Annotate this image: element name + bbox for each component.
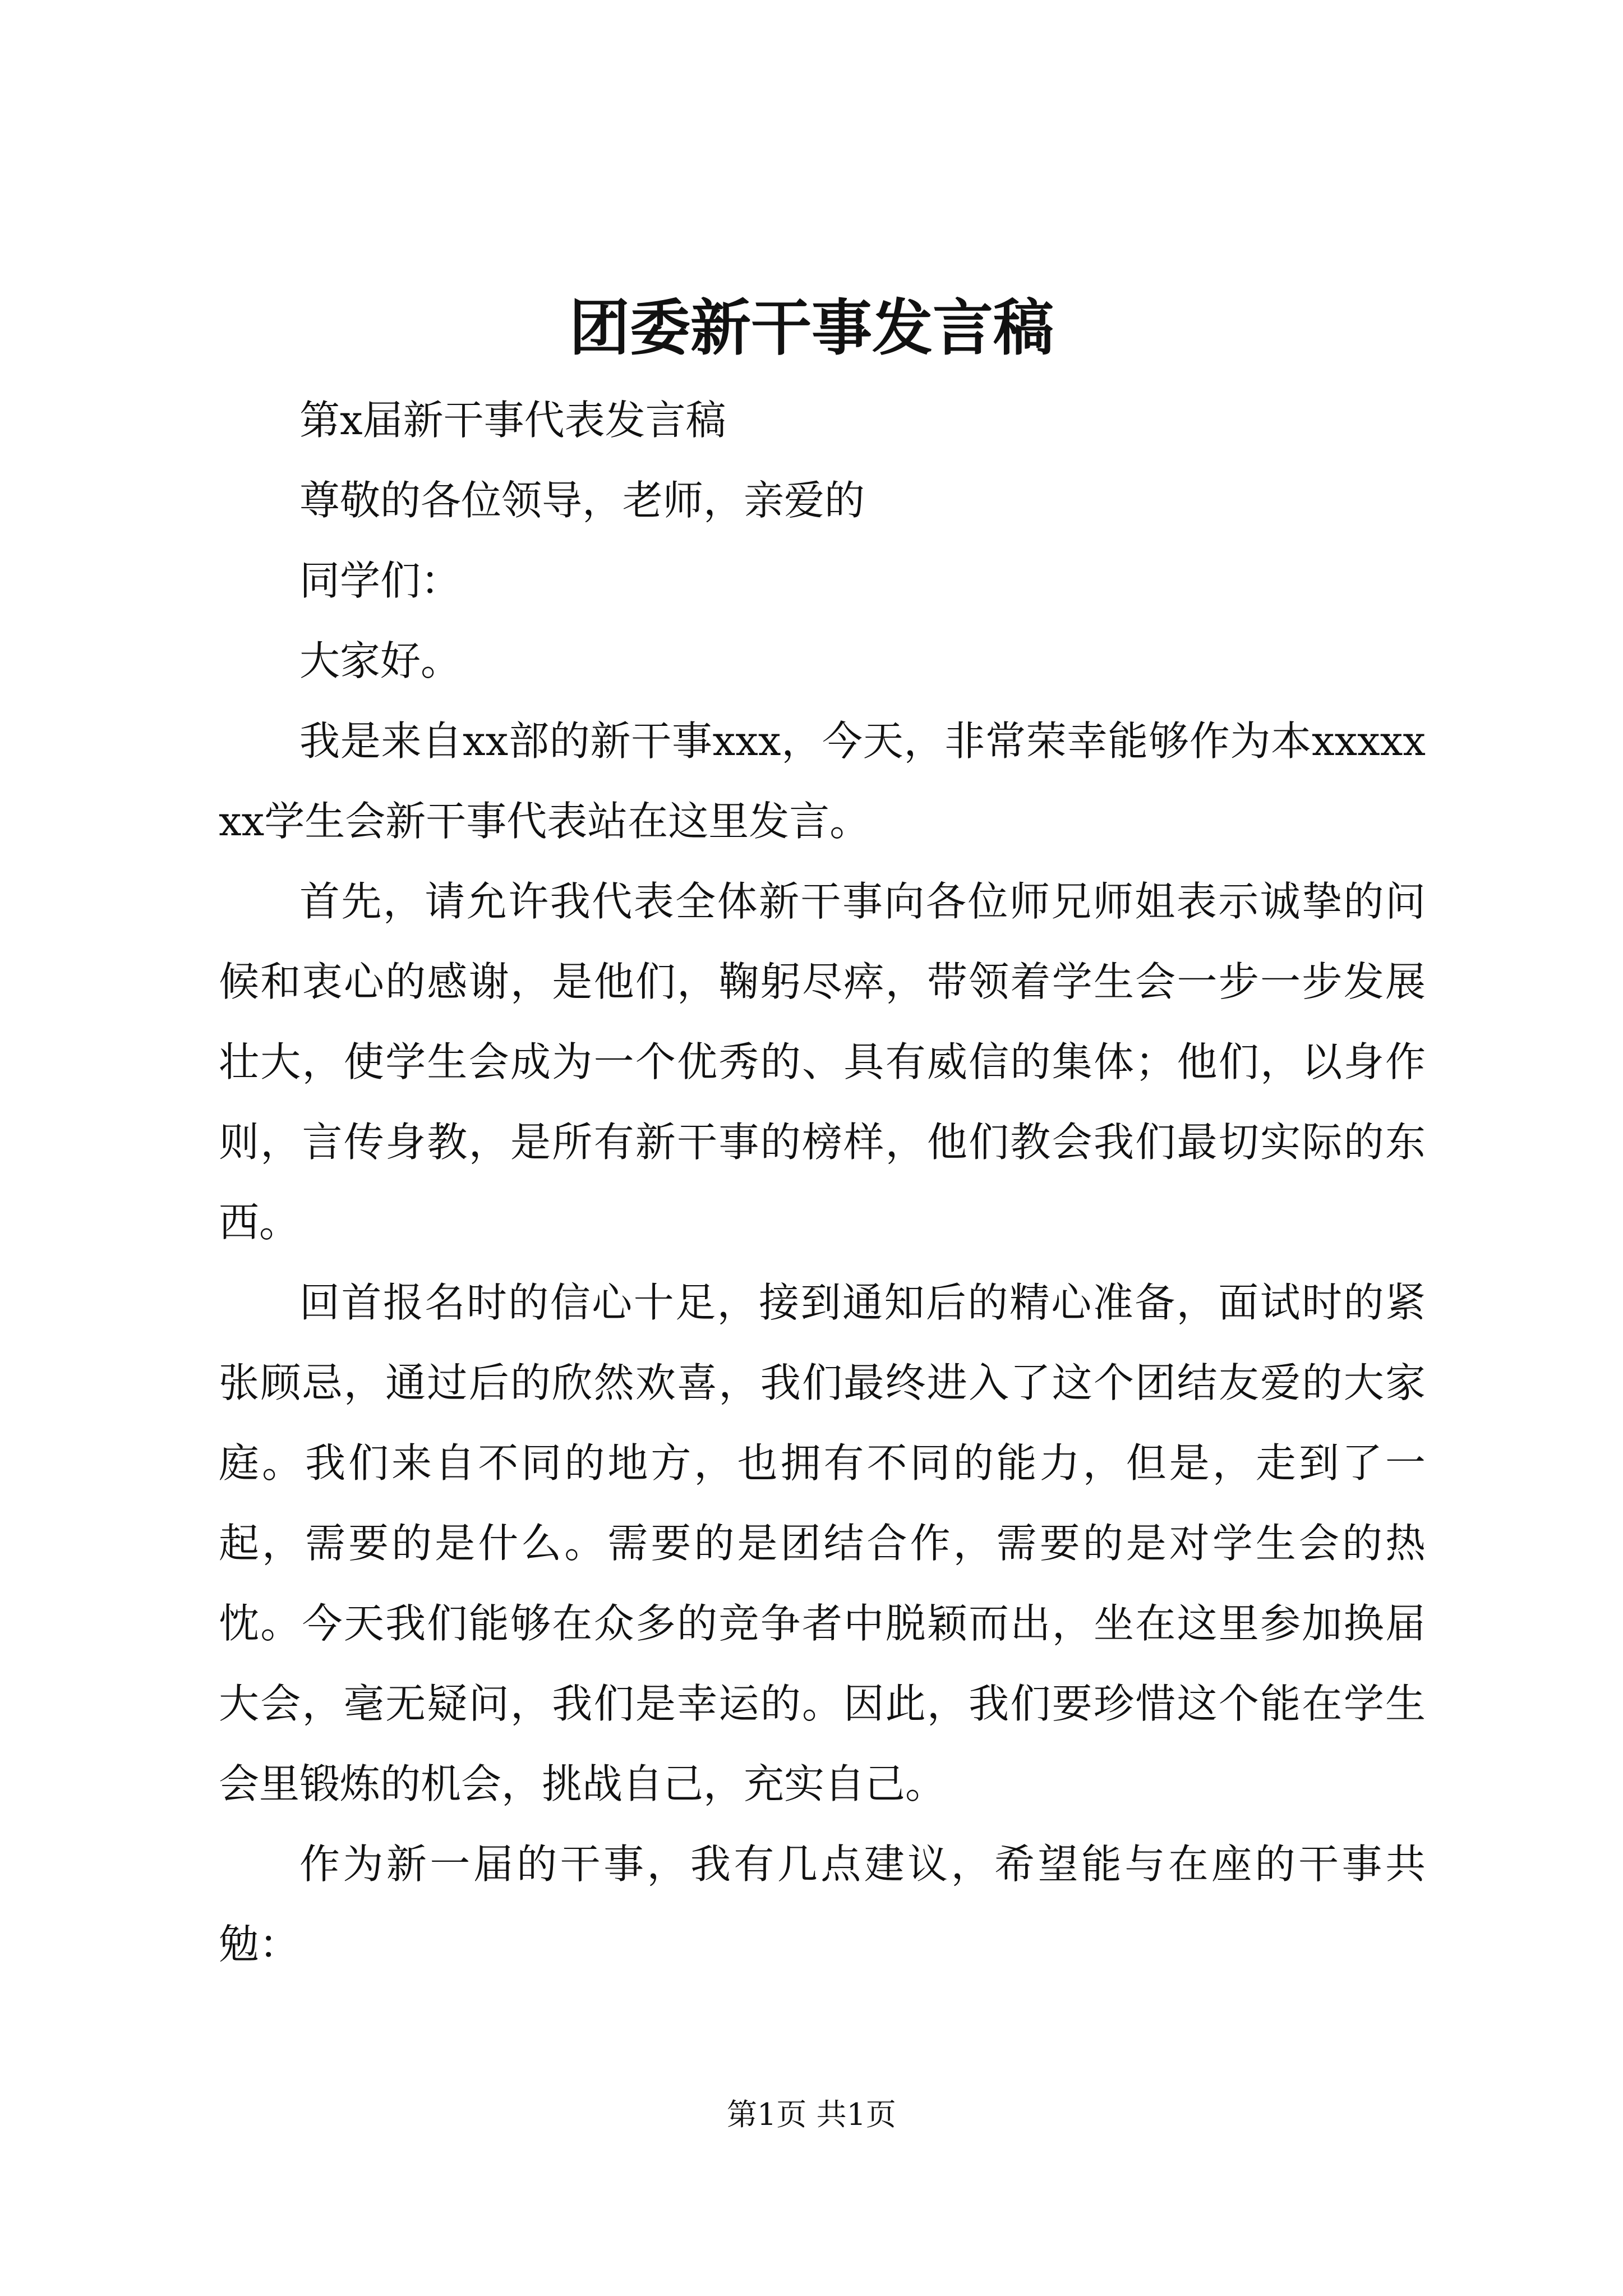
paragraph-salutation: 尊敬的各位领导，老师，亲爱的 [299, 477, 865, 524]
page-footer: 第1页 共1页 [727, 2097, 896, 2132]
paragraph-salutation-cont: 同学们： [299, 557, 462, 604]
paragraph-greeting: 大家好。 [299, 637, 462, 684]
paragraph-introduction: 我是来自xx部的新干事xxx，今天，非常荣幸能够作为本xxxxxxx学生会新干事代表站在这里发言。 [219, 717, 1426, 845]
paragraph-reflection: 回首报名时的信心十足，接到通知后的精心准备，面试时的紧张顾忌，通过后的欣然欢喜，我们最终进入了这个团结友爱的大家庭。我们来自不同的地方，也拥有不同的能力，但是，走到了一起，需要的是什么。需要的是团结合作，需要的是对学生会的热忱。今天我们能够在众多的竞争者中脱颖而出，坐在这里参加换届大会，毫无疑问，我们是幸运的。因此，我们要珍惜这个能在学生会里锻炼的机会，挑战自己，充实自己。 [219, 1279, 1426, 1807]
paragraph-heading: 第x届新干事代表发言稿 [299, 397, 726, 444]
paragraph-suggestions: 作为新一届的干事，我有几点建议，希望能与在座的干事共勉： [219, 1841, 1426, 1968]
paragraph-thanks: 首先，请允许我代表全体新干事向各位师兄师姐表示诚挚的问候和衷心的感谢，是他们，鞠躬尽瘁，带领着学生会一步一步发展壮大，使学生会成为一个优秀的、具有威信的集体；他们，以身作则，言传身教，是所有新干事的榜样，他们教会我们最切实际的东西。 [219, 878, 1426, 1246]
document-body [219, 380, 1426, 1985]
document-title: 团委新干事发言稿 [569, 293, 1054, 364]
